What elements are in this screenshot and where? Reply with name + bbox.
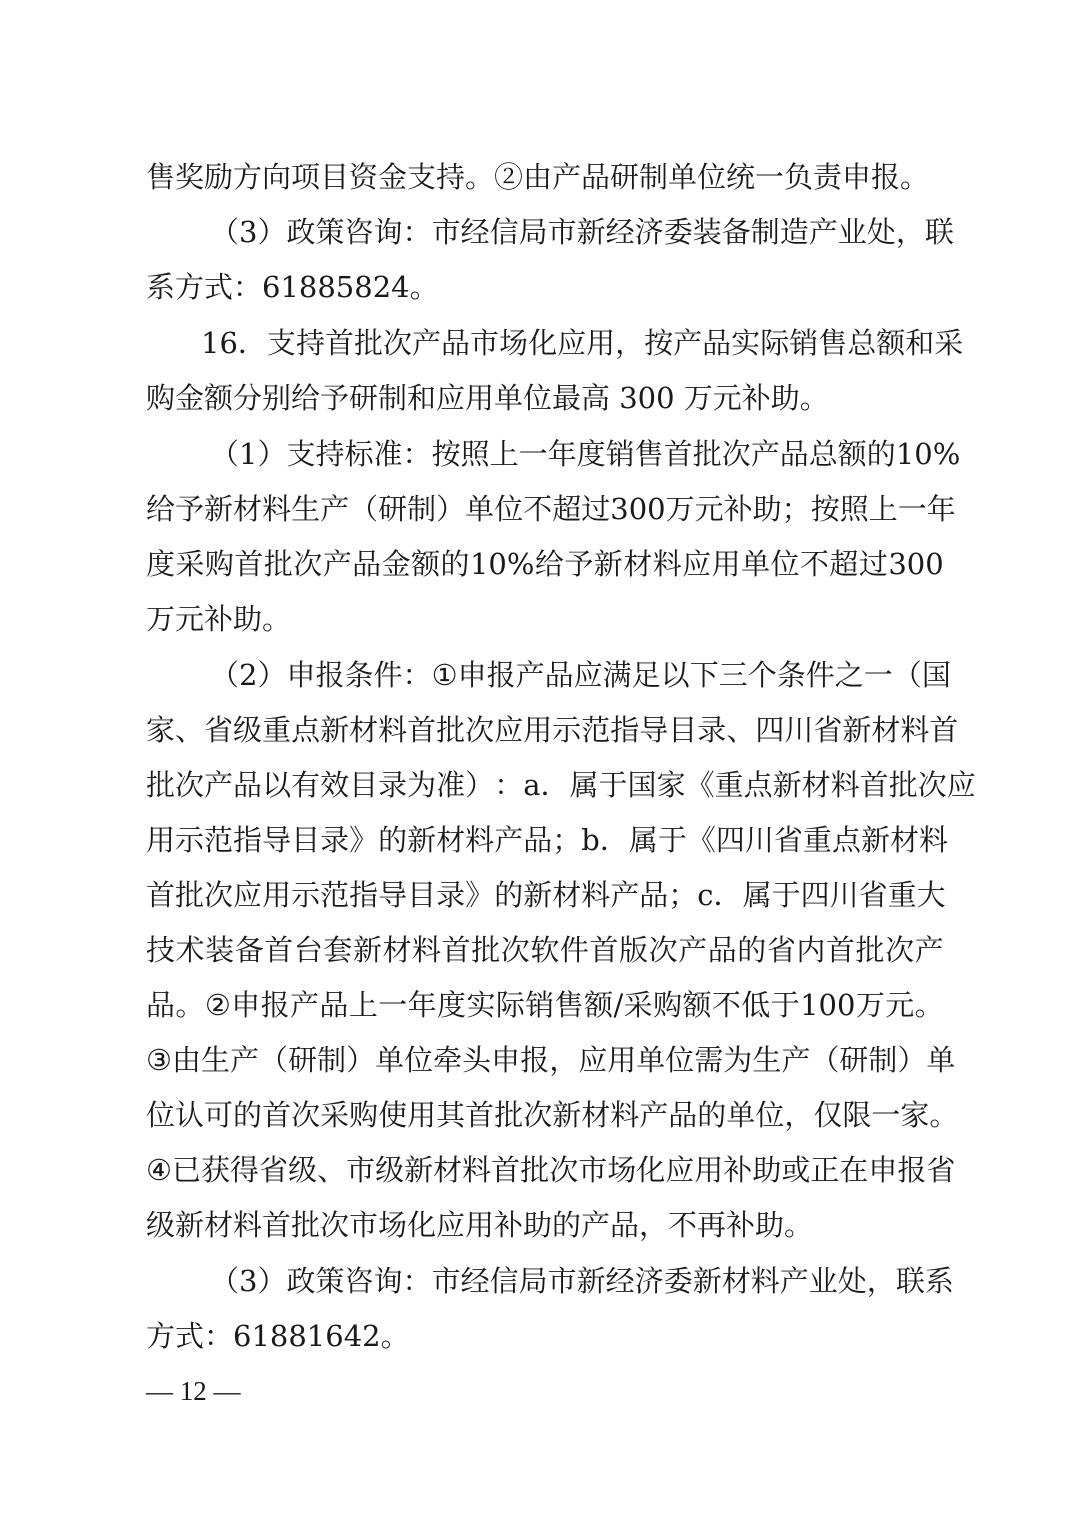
text-line: 度 采 购 首 批 次 产 品 金 额 的 10% 给 予 新 材 料 应 用 单 位 不 超 过 300 bbox=[146, 547, 944, 581]
text-line: （ 3 ） 政 策 咨 询 ： 市 经 信 局 市 新 经 济 委 新 材 料 产 业 处 ， 联 系 bbox=[210, 1264, 954, 1298]
text-line: 技 术 装 备 首 台 套 新 材 料 首 批 次 软 件 首 版 次 产 品 的 省 内 首 批 次 产 bbox=[146, 933, 944, 967]
text-line: 品 。 ② 申 报 产 品 上 一 年 度 实 际 销 售 额 / 采 购 额 不 低 于 100 万 元 。 bbox=[146, 988, 944, 1022]
text-line: 批 次 产 品 以 有 效 目 录 为 准 ） ： a ． 属 于 国 家 《 重 点 新 材 料 首 批 次 应 bbox=[146, 768, 976, 802]
text-line: 方式：61881642。 bbox=[146, 1319, 410, 1353]
page-number: — 12 — bbox=[146, 1376, 241, 1406]
text-line: （ 2 ） 申 报 条 件 ： ① 申 报 产 品 应 满 足 以 下 三 个 条 件 之 一 （ 国 bbox=[210, 658, 951, 692]
text-line: 16 ． 支 持 首 批 次 产 品 市 场 化 应 用 ， 按 产 品 实 际 销 售 总 额 和 采 bbox=[201, 326, 964, 360]
text-line: 级新材料首批次市场化应用补助的产品，不再补助。 bbox=[146, 1208, 814, 1242]
text-line: 万元补助。 bbox=[146, 602, 292, 636]
text-line: 系方式：61885824。 bbox=[146, 270, 439, 304]
text-line: 位 认 可 的 首 次 采 购 使 用 其 首 批 次 新 材 料 产 品 的 单 位 ， 仅 限 一 家 。 bbox=[146, 1098, 959, 1132]
text-line: 售奖励方向项目资金支持。②由产品研制单位统一负责申报。 bbox=[146, 160, 930, 194]
text-line: 家 、 省 级 重 点 新 材 料 首 批 次 应 用 示 范 指 导 目 录 、 四 川 省 新 材 料 首 bbox=[146, 713, 959, 747]
text-line: （ 1 ） 支 持 标 准 ： 按 照 上 一 年 度 销 售 首 批 次 产 品 总 额 的 10% bbox=[210, 437, 961, 471]
text-line: （ 3 ） 政 策 咨 询 ： 市 经 信 局 市 新 经 济 委 装 备 制 造 产 业 处 ， 联 bbox=[210, 215, 954, 249]
text-line: 给 予 新 材 料 生 产 （ 研 制 ） 单 位 不 超 过 300 万 元 补 助 ； 按 照 上 一 年 bbox=[146, 492, 956, 526]
text-line: 用 示 范 指 导 目 录 》 的 新 材 料 产 品 ； b ． 属 于 《 四 川 省 重 点 新 材 料 bbox=[146, 823, 948, 857]
text-line: 购金额分别给予研制和应用单位最高 300 万元补助。 bbox=[146, 381, 829, 415]
text-line: ③ 由 生 产 （ 研 制 ） 单 位 牵 头 申 报 ， 应 用 单 位 需 为 生 产 （ 研 制 ） 单 bbox=[146, 1043, 956, 1077]
text-line: ④ 已 获 得 省 级 、 市 级 新 材 料 首 批 次 市 场 化 应 用 补 助 或 正 在 申 报 省 bbox=[146, 1153, 956, 1187]
text-line: 首 批 次 应 用 示 范 指 导 目 录 》 的 新 材 料 产 品 ； c ． 属 于 四 川 省 重 大 bbox=[146, 878, 946, 912]
